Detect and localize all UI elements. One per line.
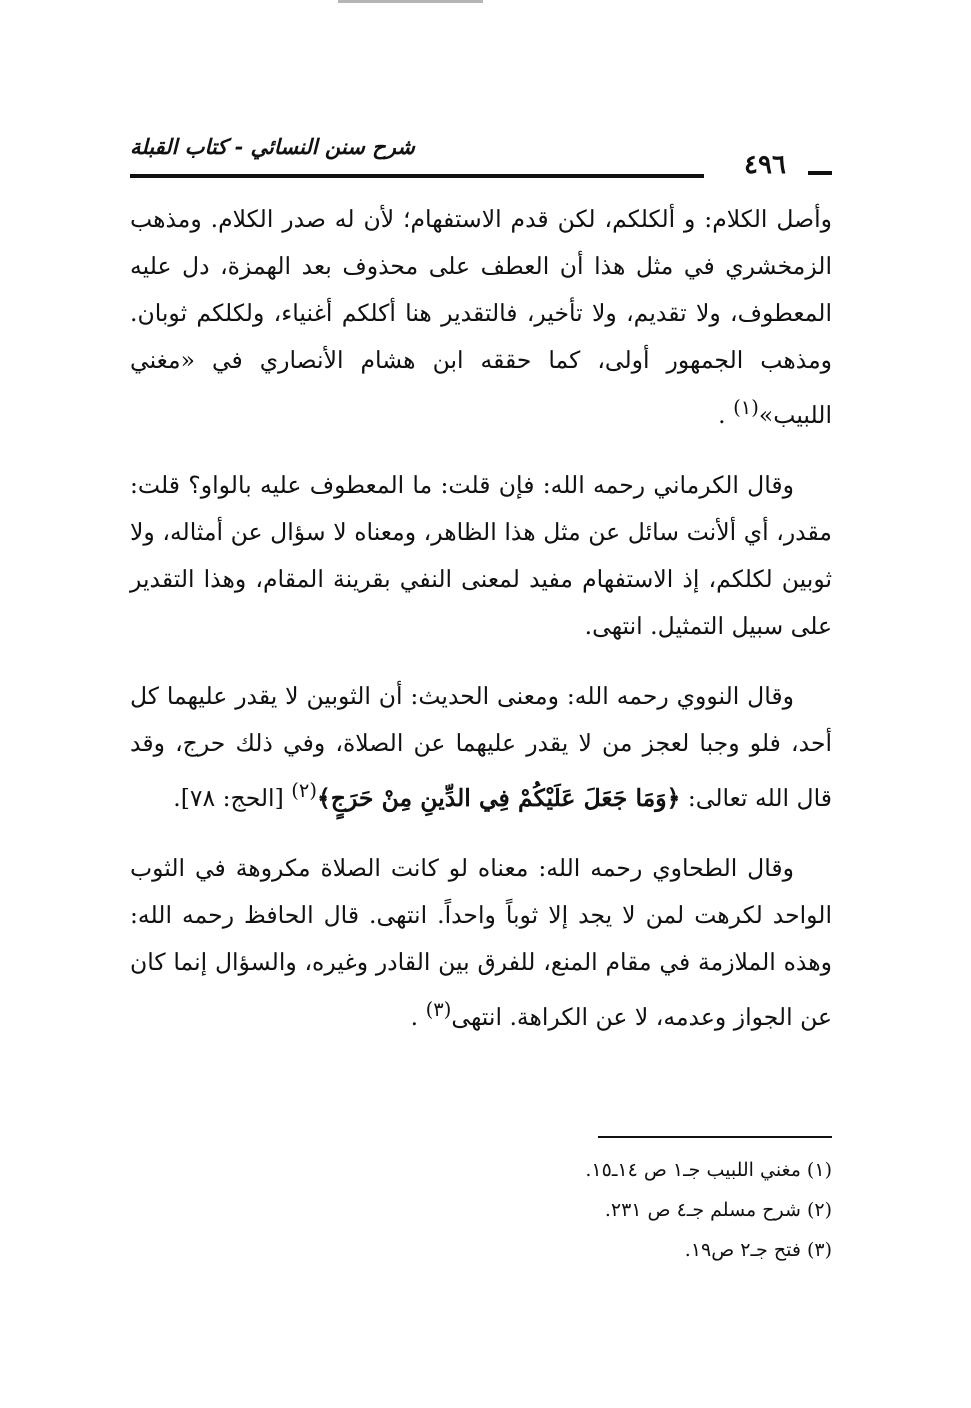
footnote-ref-3[interactable]: (٣)	[425, 997, 452, 1021]
quran-verse: ﴿وَمَا جَعَلَ عَلَيْكُمْ فِي الدِّينِ مِنْ حَرَجٍ﴾	[317, 783, 681, 812]
footnote-2: (٢) شرح مسلم جـ٤ ص ٢٣١.	[604, 1199, 832, 1221]
footnote-3: (٣) فتح جـ٢ ص١٩.	[684, 1239, 832, 1261]
paragraph-text: وقال الطحاوي رحمه الله: معناه لو كانت الصلاة مكروهة في الثوب الواحد لكرهت لمن لا يجد إلا ثوباً واحداً. انتهى. قال الحافظ رحمه الله: وهذه الملازمة في مقام المنع، للفرق بين القادر وغيره، والسؤال إنما كان عن الجواز وعدمه، لا عن الكراهة. انتهى	[130, 853, 832, 1031]
page-number-dash	[808, 171, 832, 175]
top-edge-mark	[338, 0, 483, 3]
paragraph-text: وقال الكرماني رحمه الله: فإن قلت: ما المعطوف عليه بالواو؟ قلت: مقدر، أي ألأنت سائل عن مثل هذا الظاهر، ومعناه لا سؤال عن أمثاله، ولا ثوبين لكلكم، إذ الاستفهام مفيد لمعنى النفي بقرينة المقام، وهذا التقدير على سبيل التمثيل. انتهى.	[130, 470, 832, 640]
footnote-ref-1[interactable]: (١)	[733, 396, 759, 419]
paragraph-2	[130, 462, 832, 650]
paragraph-tail: .	[410, 1002, 426, 1031]
paragraph-4	[130, 845, 832, 1041]
header-rule	[130, 174, 704, 178]
running-title: شرح سنن النسائي - كتاب القبلة	[130, 134, 415, 159]
paragraph-text: وأصل الكلام: و ألكلكم، لكن قدم الاستفهام؛ لأن له صدر الكلام. ومذهب الزمخشري في مثل هذا أن العطف على محذوف بعد الهمزة، دل عليه المعطوف، ولا تقديم، ولا تأخير، فالتقدير هنا أكلكم أغنياء، ولكلكم ثوبان. ومذهب الجمهور أولى، كما حققه ابن هشام الأنصاري في «مغني اللبيب»	[130, 205, 832, 429]
paragraph-text: وقال النووي رحمه الله: ومعنى الحديث: أن الثوبين لا يقدر عليهما كل أحد، فلو وجبا لعجز من لا يقدر عليهما عن الصلاة، وفي ذلك حرج، وقد قال الله تعالى:	[130, 681, 832, 812]
page-number: ٤٩٦	[744, 150, 786, 180]
paragraph-3	[130, 673, 832, 822]
main-text	[130, 196, 832, 1063]
verse-citation: [الحج: ٧٨].	[173, 783, 292, 812]
footnote-1: (١) مغني اللبيب جـ١ ص ١٤ـ١٥.	[585, 1159, 832, 1181]
page-header	[130, 128, 832, 188]
paragraph-1	[130, 196, 832, 439]
footnotes	[330, 1150, 832, 1270]
footnote-ref-2[interactable]: (٢)	[291, 778, 318, 802]
footnote-separator	[598, 1136, 832, 1138]
paragraph-tail: .	[718, 400, 734, 429]
